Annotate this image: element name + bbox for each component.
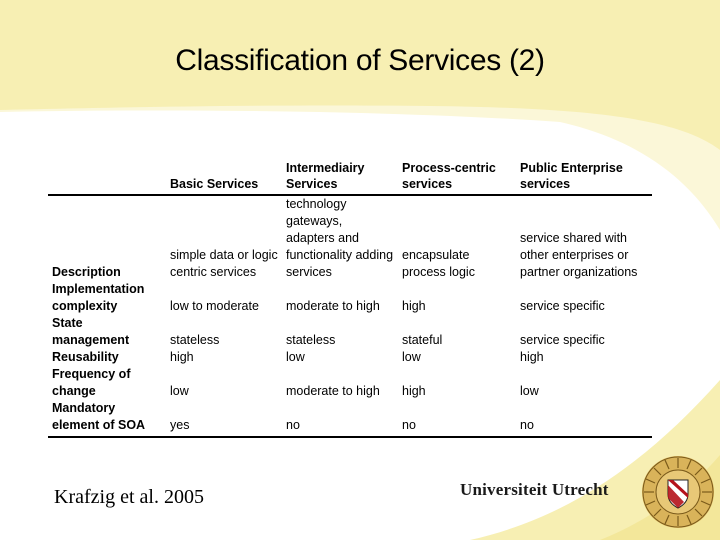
table-cell: service specific (520, 299, 605, 313)
table-cell: service shared with other enterprises or partner organizations (520, 231, 638, 279)
table-cell: high (402, 384, 426, 398)
table-row (48, 366, 652, 400)
table-cell: low (402, 350, 421, 364)
table-cell: no (398, 400, 516, 437)
table-cell: high (402, 299, 426, 313)
row-label-frequency-of-change: Frequency of change (52, 367, 131, 398)
table-header-row (48, 160, 652, 195)
table-cell: high (170, 350, 194, 364)
row-label-reusability: Reusability (52, 350, 119, 364)
table-cell: simple data or logic centric services (170, 248, 278, 279)
table-cell: moderate to high (286, 299, 380, 313)
row-label-state-management: State management (52, 316, 130, 347)
table-cell: low (520, 384, 539, 398)
table-row (48, 195, 652, 281)
table-cell: yes (166, 400, 282, 437)
header-intermediairy-services: Intermediairy Services (282, 160, 398, 195)
table-cell: no (282, 400, 398, 437)
table-cell: service specific (520, 333, 605, 347)
table-row (48, 400, 652, 437)
university-name: Universiteit Utrecht (460, 480, 609, 499)
header-empty (48, 160, 166, 195)
table-cell: technology gateways, adapters and functionality adding services (286, 197, 394, 279)
table-cell: encapsulate process logic (402, 248, 475, 279)
table-cell: low to moderate (170, 299, 259, 313)
table-cell: high (520, 350, 544, 364)
table-row (48, 349, 652, 366)
table-cell: moderate to high (286, 384, 380, 398)
table-row (48, 315, 652, 349)
table-cell: low (170, 384, 189, 398)
table-row (48, 281, 652, 315)
table-cell: low (286, 350, 305, 364)
row-label-mandatory-element-of-soa: Mandatory element of SOA (48, 400, 166, 437)
university-seal-icon (640, 454, 716, 530)
services-table (48, 160, 652, 438)
table-cell: no (516, 400, 652, 437)
header-basic-services: Basic Services (166, 160, 282, 195)
footer-citation: Krafzig et al. 2005 (54, 486, 204, 508)
row-label-implementation-complexity: Implementation complexity (52, 282, 145, 313)
header-process-centric-services: Process-centric services (398, 160, 516, 195)
row-label-description: Description (52, 265, 121, 279)
table-cell: stateful (402, 333, 443, 347)
slide-title: Classification of Services (2) (175, 44, 545, 77)
table-cell: stateless (170, 333, 220, 347)
table-cell: stateless (286, 333, 336, 347)
header-public-enterprise-services: Public Enterprise services (516, 160, 652, 195)
